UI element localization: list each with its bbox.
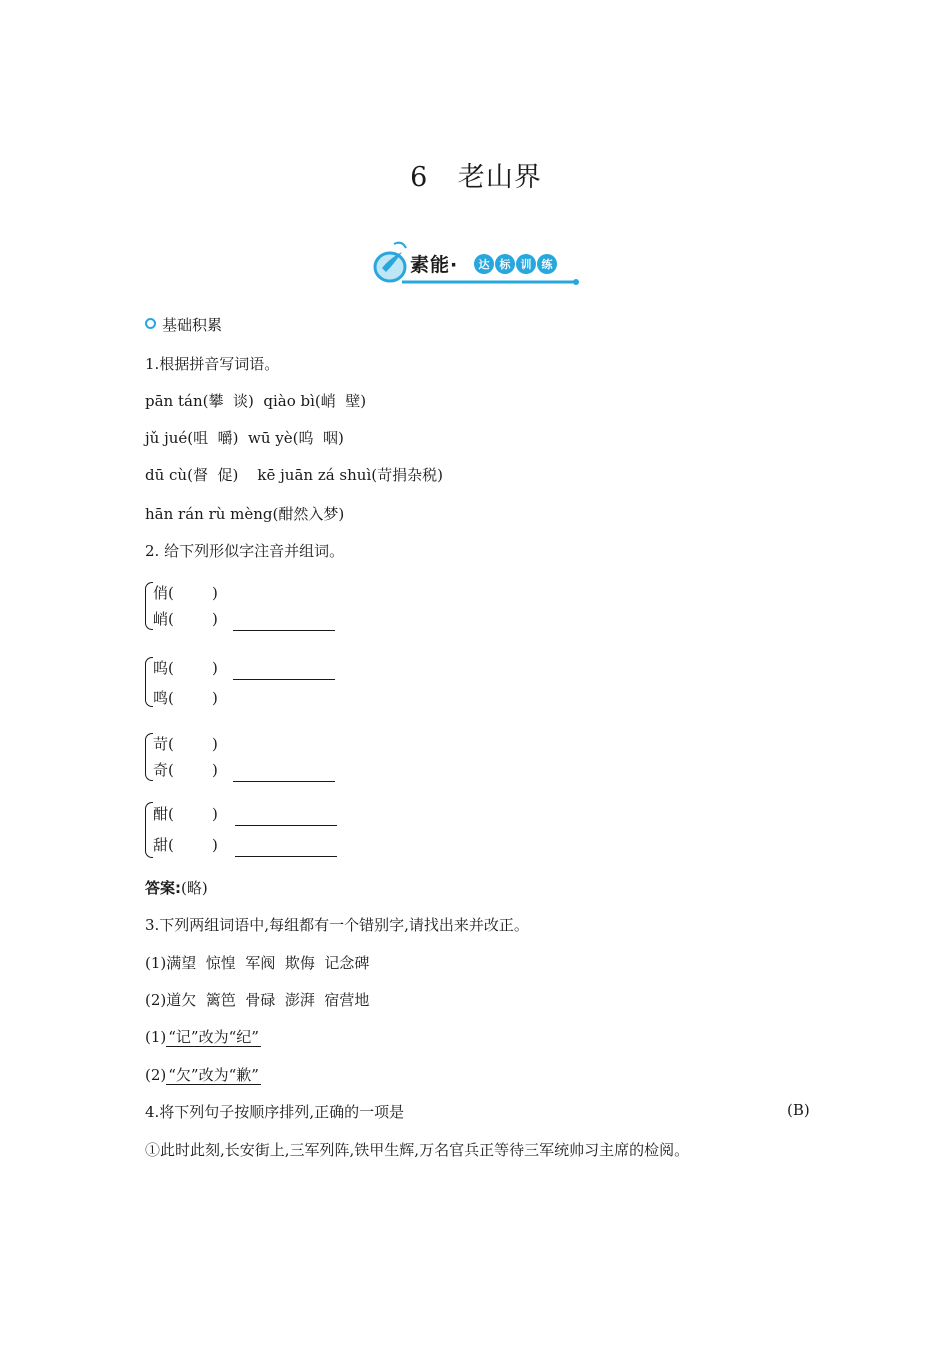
lesson-number: 6 [410,162,429,193]
brace [145,582,153,630]
q4-answer: (B) [787,1101,810,1119]
q2-answer [145,877,208,898]
char-pair-group [145,731,365,785]
lesson-title: 老山界 [457,162,542,193]
answer-blank[interactable] [233,781,335,782]
answer-label: 答案: [145,879,181,897]
banner-title: 素能· [410,254,459,276]
char-pair-item: 俏( ) [153,584,218,602]
banner-pill: 标 [495,254,515,274]
answer-blank[interactable] [235,856,337,857]
char-pair-item: 呜( ) [153,659,218,677]
char-pair-item: 苛( ) [153,735,218,753]
answer-blank[interactable] [233,630,335,631]
answer-underlined: “记”改为“纪” [168,1028,259,1046]
char-pair-item: 奇( ) [153,761,218,779]
q1-line: hān rán rù mèng(酣然入梦) [145,505,345,523]
char-pair-group [145,800,365,860]
answer-underlined: “欠”改为“歉” [168,1066,259,1084]
q1-line: pān tán(攀 谈) qiào bì(峭 壁) [145,392,367,410]
char-pair-item: 鸣( ) [153,689,218,707]
brace [145,657,153,707]
banner-pill: 达 [474,254,494,274]
answer-blank[interactable] [233,679,335,680]
char-pair-group [145,655,365,711]
banner-pills [474,254,557,274]
section-heading: 基础积累 [145,314,222,335]
q3-prompt: 3.下列两组词语中,每组都有一个错别字,请找出来并改正。 [145,916,529,934]
banner-pill: 训 [516,254,536,274]
q3-item: (1)满望 惊惶 军阀 欺侮 记念碑 [145,954,370,972]
q3-answer: (2) “欠”改为“歉” [145,1066,259,1084]
char-pair-item: 峭( ) [153,610,218,628]
q3-item: (2)道欠 篱笆 骨碌 澎湃 宿营地 [145,991,370,1009]
answer-blank[interactable] [235,825,337,826]
q4-prompt: 4.将下列句子按顺序排列,正确的一项是 [145,1103,405,1121]
brace [145,802,153,858]
char-pair-item: 甜( ) [153,836,218,854]
char-pair-item: 酣( ) [153,805,218,823]
q4-sentence: ①此时此刻,长安街上,三军列阵,铁甲生辉,万名官兵正等待三军统帅习主席的检阅。 [145,1141,690,1159]
answer-text: (略) [181,879,208,897]
page-title [0,155,952,194]
section-banner [372,238,582,288]
q3-answer: (1) “记”改为“纪” [145,1028,259,1046]
q2-prompt: 2. 给下列形似字注音并组词。 [145,542,345,560]
char-pair-group [145,580,365,632]
q1-line: dū cù(督 促) kē juān zá shuì(苛捐杂税) [145,466,443,484]
brace [145,733,153,781]
q1-line: jǔ jué(咀 嚼) wū yè(呜 咽) [145,429,344,447]
q1-prompt: 1.根据拼音写词语。 [145,355,280,373]
banner-pill: 练 [537,254,557,274]
circle-bullet-icon [145,318,156,329]
